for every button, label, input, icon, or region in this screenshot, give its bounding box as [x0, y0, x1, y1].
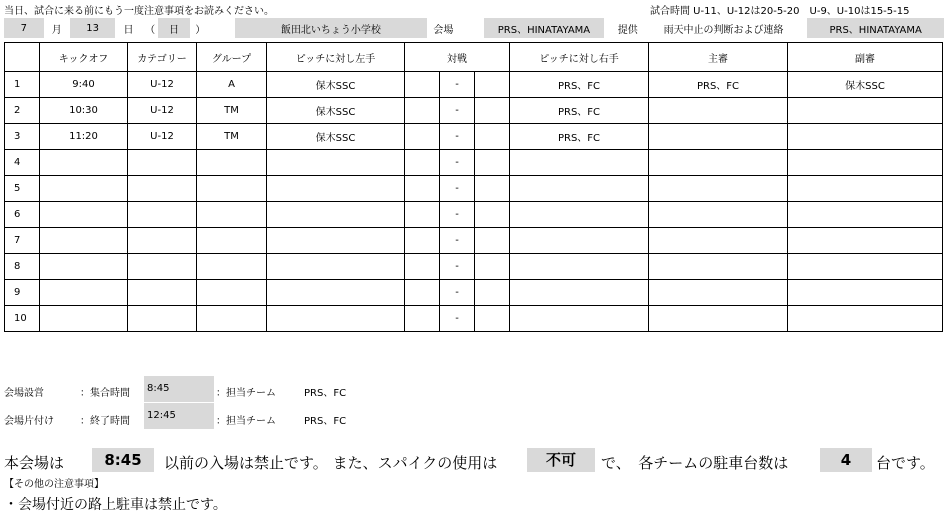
row-number: 6 — [5, 202, 40, 228]
spike-box: 不可 — [527, 448, 595, 472]
kickoff-cell: 10:30 — [40, 98, 128, 124]
sub-referee-cell — [788, 150, 943, 176]
score-left-cell — [405, 306, 440, 332]
kickoff-cell — [40, 228, 128, 254]
rules-part2: 以前の入場は禁止です。 また、スパイクの使用は — [164, 454, 498, 472]
header-group: グループ — [197, 43, 267, 72]
cleanup-time: 12:45 — [144, 403, 214, 429]
score-left-cell — [405, 124, 440, 150]
referee-cell: PRS、FC — [649, 72, 788, 98]
score-left-cell — [405, 176, 440, 202]
rain-contact: PRS、HINATAYAMA — [807, 18, 944, 38]
parking-box: 4 — [820, 448, 872, 472]
category-cell — [128, 280, 197, 306]
score-right-cell — [475, 254, 510, 280]
table-row — [5, 98, 943, 124]
header-category: カテゴリー — [128, 43, 197, 72]
score-left-cell — [405, 254, 440, 280]
sub-referee-cell — [788, 202, 943, 228]
score-right-cell — [475, 280, 510, 306]
table-row — [5, 202, 943, 228]
category-cell: U-12 — [128, 72, 197, 98]
cleanup-time-label: ：終了時間 — [80, 416, 130, 427]
category-cell — [128, 228, 197, 254]
paren-open: （ — [145, 24, 156, 36]
table-row — [5, 124, 943, 150]
row-number: 2 — [5, 98, 40, 124]
top-notice: 当日、試合に来る前にもう一度注意事項をお読みください。 — [4, 6, 274, 17]
score-right-cell — [475, 72, 510, 98]
referee-cell — [649, 176, 788, 202]
header-no — [5, 43, 40, 72]
referee-cell — [649, 228, 788, 254]
table-row — [5, 176, 943, 202]
sub-referee-cell — [788, 98, 943, 124]
left-team-cell: 保木SSC — [267, 124, 405, 150]
score-left-cell — [405, 228, 440, 254]
month-label: 月 — [51, 24, 62, 36]
referee-cell — [649, 202, 788, 228]
match-dash-cell: - — [440, 98, 475, 124]
score-right-cell — [475, 124, 510, 150]
right-team-cell — [510, 176, 649, 202]
group-cell — [197, 228, 267, 254]
setup-label: 会場設営 — [4, 388, 44, 399]
left-team-cell: 保木SSC — [267, 72, 405, 98]
cleanup-label: 会場片付け — [4, 416, 54, 427]
match-dash-cell: - — [440, 202, 475, 228]
paren-close: ） — [195, 24, 206, 36]
row-number: 7 — [5, 228, 40, 254]
left-team-cell — [267, 306, 405, 332]
match-dash-cell: - — [440, 176, 475, 202]
table-row — [5, 228, 943, 254]
right-team-cell — [510, 228, 649, 254]
match-dash-cell: - — [440, 280, 475, 306]
match-dash-cell: - — [440, 150, 475, 176]
score-left-cell — [405, 98, 440, 124]
referee-cell — [649, 124, 788, 150]
right-team-cell: PRS、FC — [510, 98, 649, 124]
row-number: 5 — [5, 176, 40, 202]
score-right-cell — [475, 150, 510, 176]
venue-label: 会場 — [433, 24, 454, 36]
setup-team-label: ：担当チーム — [216, 388, 276, 399]
kickoff-cell — [40, 254, 128, 280]
group-cell — [197, 202, 267, 228]
match-dash-cell: - — [440, 72, 475, 98]
referee-cell — [649, 306, 788, 332]
table-row — [5, 280, 943, 306]
score-right-cell — [475, 176, 510, 202]
right-team-cell — [510, 254, 649, 280]
match-dash-cell: - — [440, 306, 475, 332]
setup-team: PRS、FC — [304, 388, 347, 399]
category-cell — [128, 306, 197, 332]
group-cell — [197, 306, 267, 332]
info-row — [4, 18, 944, 38]
category-cell — [128, 254, 197, 280]
right-team-cell: PRS、FC — [510, 72, 649, 98]
category-cell — [128, 176, 197, 202]
header-sub-referee: 副審 — [788, 43, 943, 72]
sub-referee-cell — [788, 254, 943, 280]
referee-cell — [649, 254, 788, 280]
score-right-cell — [475, 306, 510, 332]
table-row — [5, 254, 943, 280]
right-team-cell: PRS、FC — [510, 124, 649, 150]
entry-time-box: 8:45 — [92, 448, 154, 472]
category-cell: U-12 — [128, 98, 197, 124]
provider-label: 提供 — [617, 24, 638, 36]
setup-time-label: ：集合時間 — [80, 388, 130, 399]
right-team-cell — [510, 306, 649, 332]
score-left-cell — [405, 150, 440, 176]
schedule-table — [4, 42, 943, 332]
referee-cell — [649, 280, 788, 306]
score-right-cell — [475, 202, 510, 228]
match-time-note: 試合時間 U-11、U-12は20-5-20 U-9、U-10は15-5-15 — [650, 6, 910, 17]
header-referee: 主審 — [649, 43, 788, 72]
venue-name: 飯田北いちょう小学校 — [235, 18, 427, 38]
header-match: 対戦 — [405, 43, 510, 72]
score-left-cell — [405, 202, 440, 228]
kickoff-cell — [40, 280, 128, 306]
table-header-row — [5, 43, 943, 72]
other-notes-title: 【その他の注意事項】 — [4, 479, 104, 490]
group-cell — [197, 176, 267, 202]
kickoff-cell: 11:20 — [40, 124, 128, 150]
group-cell — [197, 280, 267, 306]
sub-referee-cell — [788, 176, 943, 202]
rain-label: 雨天中止の判断および連絡 — [663, 24, 784, 36]
group-cell: TM — [197, 98, 267, 124]
referee-cell — [649, 98, 788, 124]
group-cell: A — [197, 72, 267, 98]
cleanup-team: PRS、FC — [304, 416, 347, 427]
sub-referee-cell: 保木SSC — [788, 72, 943, 98]
month-value: 7 — [4, 18, 44, 38]
sub-referee-cell — [788, 228, 943, 254]
kickoff-cell — [40, 202, 128, 228]
row-number: 9 — [5, 280, 40, 306]
left-team-cell — [267, 280, 405, 306]
score-right-cell — [475, 228, 510, 254]
table-row — [5, 306, 943, 332]
match-dash-cell: - — [440, 228, 475, 254]
row-number: 8 — [5, 254, 40, 280]
category-cell — [128, 150, 197, 176]
cleanup-team-label: ：担当チーム — [216, 416, 276, 427]
row-number: 1 — [5, 72, 40, 98]
score-left-cell — [405, 280, 440, 306]
match-dash-cell: - — [440, 124, 475, 150]
setup-time: 8:45 — [144, 376, 214, 402]
left-team-cell — [267, 176, 405, 202]
table-row — [5, 72, 943, 98]
right-team-cell — [510, 202, 649, 228]
day-value: 13 — [70, 18, 116, 38]
rules-part3: で、 各チームの駐車台数は — [601, 454, 789, 472]
category-cell: U-12 — [128, 124, 197, 150]
sub-referee-cell — [788, 306, 943, 332]
group-cell — [197, 254, 267, 280]
left-team-cell — [267, 254, 405, 280]
score-left-cell — [405, 72, 440, 98]
right-team-cell — [510, 150, 649, 176]
kickoff-cell — [40, 150, 128, 176]
left-team-cell: 保木SSC — [267, 98, 405, 124]
table-row — [5, 150, 943, 176]
rules-part4: 台です。 — [876, 454, 935, 472]
sub-referee-cell — [788, 124, 943, 150]
category-cell — [128, 202, 197, 228]
left-team-cell — [267, 202, 405, 228]
right-team-cell — [510, 280, 649, 306]
kickoff-cell: 9:40 — [40, 72, 128, 98]
score-right-cell — [475, 98, 510, 124]
match-dash-cell: - — [440, 254, 475, 280]
group-cell: TM — [197, 124, 267, 150]
row-number: 4 — [5, 150, 40, 176]
rules-part1: 本会場は — [4, 454, 65, 472]
header-right-team: ピッチに対し右手 — [510, 43, 649, 72]
kickoff-cell — [40, 306, 128, 332]
left-team-cell — [267, 150, 405, 176]
day-label: 日 — [123, 24, 134, 36]
weekday-value: 日 — [158, 18, 189, 38]
row-number: 10 — [5, 306, 40, 332]
referee-cell — [649, 150, 788, 176]
provider-name: PRS、HINATAYAMA — [484, 18, 604, 38]
header-left-team: ピッチに対し左手 — [267, 43, 405, 72]
row-number: 3 — [5, 124, 40, 150]
sub-referee-cell — [788, 280, 943, 306]
group-cell — [197, 150, 267, 176]
kickoff-cell — [40, 176, 128, 202]
other-note-1: ・会場付近の路上駐車は禁止です。 — [4, 497, 227, 513]
left-team-cell — [267, 228, 405, 254]
header-kickoff: キックオフ — [40, 43, 128, 72]
